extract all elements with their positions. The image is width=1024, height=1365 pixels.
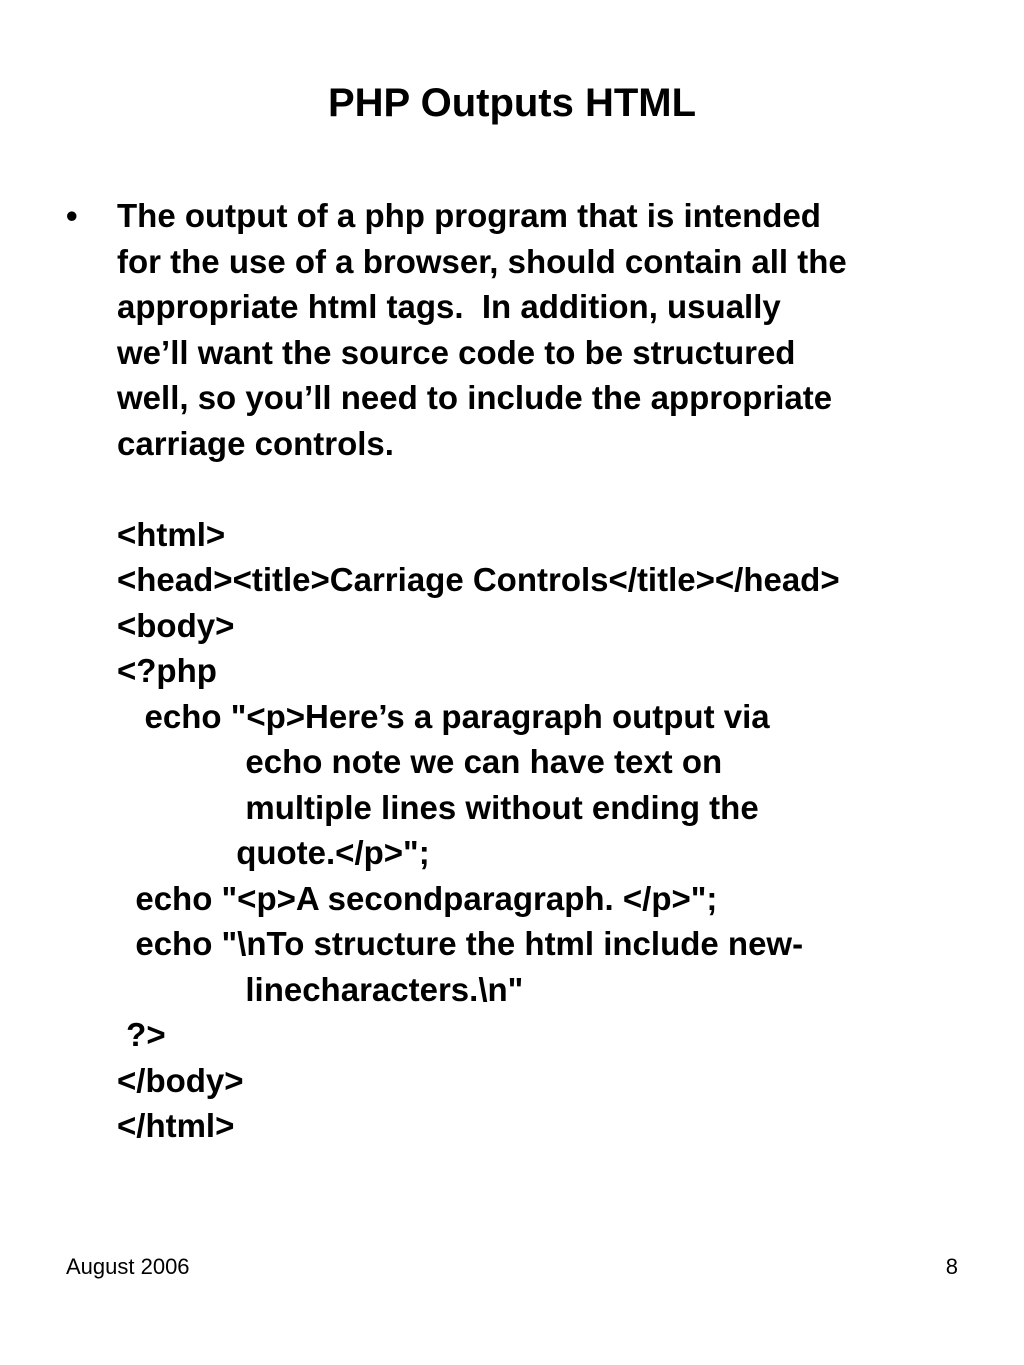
code-line: echo note we can have text on	[117, 743, 723, 780]
code-line: quote.</p>";	[117, 834, 430, 871]
code-line: <html>	[117, 515, 226, 553]
code-line: echo "<p>Here’s a paragraph output via	[117, 697, 770, 735]
code-line: <head><title>Carriage Controls</title></head>	[117, 561, 840, 598]
footer-date: August 2006	[66, 1254, 190, 1279]
footer-page-number: 8	[945, 1254, 958, 1279]
code-line: echo "\nTo structure the html include new-	[117, 925, 804, 962]
code-line: echo "<p>A secondparagraph. </p>";	[117, 879, 718, 917]
paragraph	[117, 193, 997, 466]
code-line: <body>	[117, 606, 235, 644]
paragraph-line: carriage controls.	[117, 424, 394, 462]
paragraph-line: we’ll want the source code to be structured	[117, 333, 796, 371]
code-line: <?php	[117, 652, 217, 689]
code-line: </body>	[117, 1061, 244, 1099]
paragraph-line: appropriate html tags. In addition, usually	[117, 288, 781, 325]
code-line: </html>	[117, 1107, 235, 1144]
paragraph-line: for the use of a browser, should contain all the	[117, 242, 847, 280]
code-listing	[117, 512, 997, 1149]
paragraph-line: The output of a php program that is intended	[117, 197, 821, 234]
paragraph-line: well, so you’ll need to include the appropriate	[117, 379, 833, 416]
bullet-marker: •	[66, 197, 78, 234]
blank-line	[117, 466, 997, 512]
code-line: linecharacters.\n"	[117, 970, 524, 1008]
bullet-content	[117, 193, 997, 1149]
code-line: ?>	[117, 1016, 166, 1053]
slide-title: PHP Outputs HTML	[327, 81, 697, 125]
code-line: multiple lines without ending the	[117, 788, 759, 826]
